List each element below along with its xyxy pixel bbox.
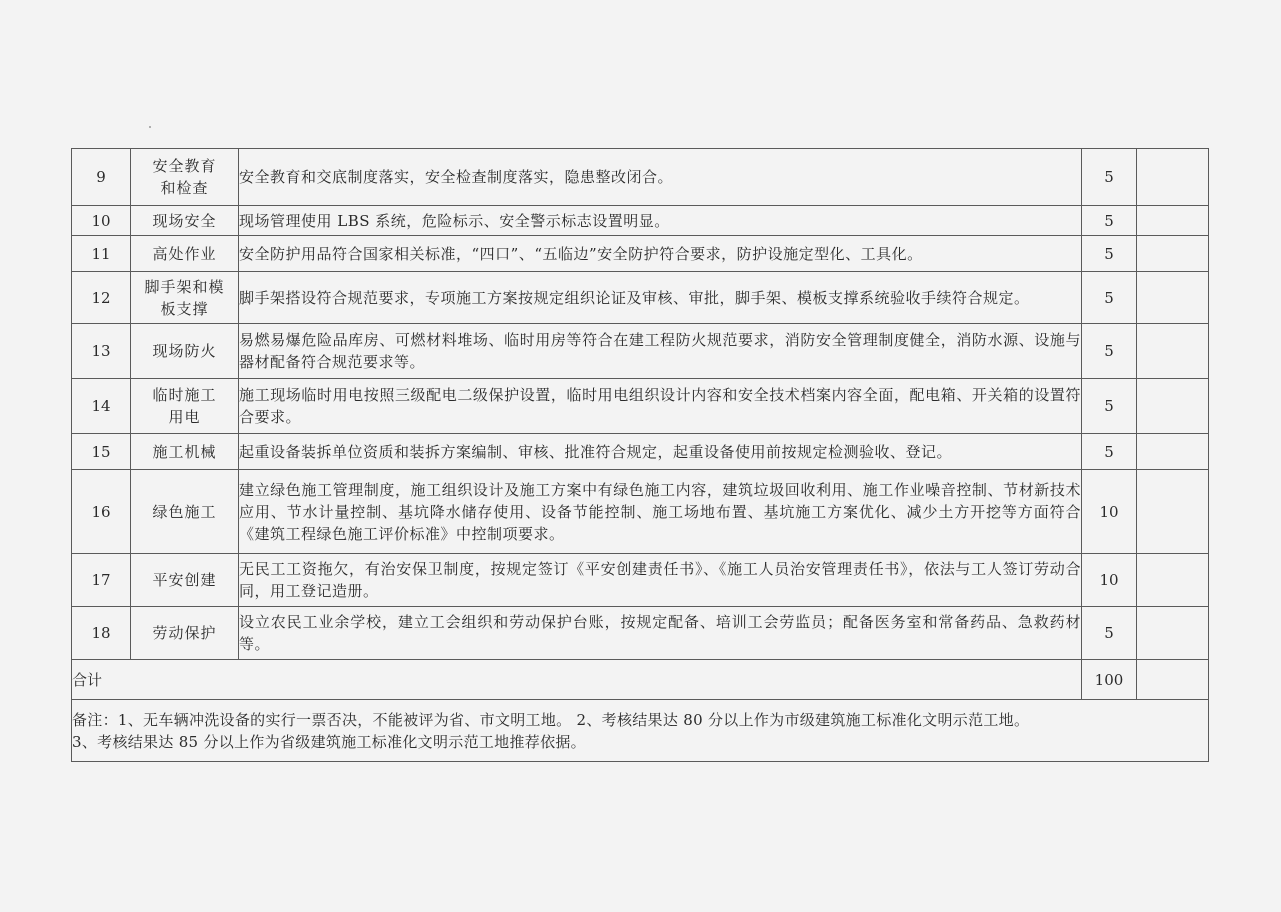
actual-score-cell: [1137, 236, 1209, 272]
item-name: 施工机械: [131, 434, 239, 470]
actual-score-cell: [1137, 324, 1209, 379]
row-number: 17: [72, 554, 131, 607]
item-score: 5: [1082, 149, 1137, 206]
row-number: 11: [72, 236, 131, 272]
table-row: [72, 236, 1209, 272]
item-score: 10: [1082, 470, 1137, 554]
note-row: [72, 700, 1209, 762]
item-name: 绿色施工: [131, 470, 239, 554]
item-requirement: 安全防护用品符合国家相关标准，“四口”、“五临边”安全防护符合要求，防护设施定型化、工具化。: [239, 236, 1082, 272]
item-requirement: 起重设备装拆单位资质和装拆方案编制、审核、批准符合规定，起重设备使用前按规定检测验收、登记。: [239, 434, 1082, 470]
table-row: [72, 607, 1209, 660]
table-row: [72, 324, 1209, 379]
actual-score-cell: [1137, 434, 1209, 470]
row-number: 12: [72, 272, 131, 324]
item-score: 5: [1082, 379, 1137, 434]
remarks-line-2: 3、考核结果达 85 分以上作为省级建筑施工标准化文明示范工地推荐依据。: [72, 732, 586, 751]
item-name: 安全教育 和检查: [131, 149, 239, 206]
item-requirement: 施工现场临时用电按照三级配电二级保护设置，临时用电组织设计内容和安全技术档案内容全面，配电箱、开关箱的设置符合要求。: [239, 379, 1082, 434]
actual-score-cell: [1137, 554, 1209, 607]
item-name: 高处作业: [131, 236, 239, 272]
item-name: 平安创建: [131, 554, 239, 607]
item-score: 5: [1082, 434, 1137, 470]
remarks: [72, 700, 1209, 762]
actual-score-cell: [1137, 379, 1209, 434]
item-name: 脚手架和模 板支撑: [131, 272, 239, 324]
row-number: 16: [72, 470, 131, 554]
item-requirement: 脚手架搭设符合规范要求，专项施工方案按规定组织论证及审核、审批，脚手架、模板支撑系统验收手续符合规定。: [239, 272, 1082, 324]
row-number: 13: [72, 324, 131, 379]
actual-score-cell: [1137, 470, 1209, 554]
actual-score-cell: [1137, 272, 1209, 324]
item-requirement: 现场管理使用 LBS 系统，危险标示、安全警示标志设置明显。: [239, 206, 1082, 236]
row-number: 15: [72, 434, 131, 470]
item-requirement: 无民工工资拖欠，有治安保卫制度，按规定签订《平安创建责任书》、《施工人员治安管理责任书》，依法与工人签订劳动合同，用工登记造册。: [239, 554, 1082, 607]
item-requirement: 安全教育和交底制度落实，安全检查制度落实，隐患整改闭合。: [239, 149, 1082, 206]
item-score: 5: [1082, 272, 1137, 324]
actual-score-cell: [1137, 206, 1209, 236]
total-actual-cell: [1137, 660, 1209, 700]
item-score: 5: [1082, 607, 1137, 660]
item-requirement: 建立绿色施工管理制度，施工组织设计及施工方案中有绿色施工内容，建筑垃圾回收利用、施工作业噪音控制、节材新技术应用、节水计量控制、基坑降水储存使用、设备节能控制、施工场地布置、基坑施工方案优化、减少土方开挖等方面符合《建筑工程绿色施工评价标准》中控制项要求。: [239, 470, 1082, 554]
table-row: [72, 554, 1209, 607]
table-row: [72, 206, 1209, 236]
item-requirement: 设立农民工业余学校，建立工会组织和劳动保护台账，按规定配备、培训工会劳监员；配备医务室和常备药品、急救药材等。: [239, 607, 1082, 660]
table-row: [72, 272, 1209, 324]
table-row: [72, 149, 1209, 206]
total-label: 合计: [72, 660, 1082, 700]
item-score: 10: [1082, 554, 1137, 607]
scan-speck: [149, 126, 151, 128]
actual-score-cell: [1137, 607, 1209, 660]
item-name: 现场防火: [131, 324, 239, 379]
item-name: 临时施工 用电: [131, 379, 239, 434]
assessment-table: [71, 148, 1209, 762]
table-row: [72, 470, 1209, 554]
item-name: 劳动保护: [131, 607, 239, 660]
row-number: 14: [72, 379, 131, 434]
row-number: 9: [72, 149, 131, 206]
item-score: 5: [1082, 236, 1137, 272]
table-row: [72, 434, 1209, 470]
item-score: 5: [1082, 206, 1137, 236]
row-number: 10: [72, 206, 131, 236]
item-score: 5: [1082, 324, 1137, 379]
total-row: [72, 660, 1209, 700]
remarks-line-1: 备注：1、无车辆冲洗设备的实行一票否决，不能被评为省、市文明工地。 2、考核结果达 80 分以上作为市级建筑施工标准化文明示范工地。: [72, 710, 1030, 729]
item-name: 现场安全: [131, 206, 239, 236]
row-number: 18: [72, 607, 131, 660]
total-score: 100: [1082, 660, 1137, 700]
item-requirement: 易燃易爆危险品库房、可燃材料堆场、临时用房等符合在建工程防火规范要求，消防安全管理制度健全，消防水源、设施与器材配备符合规范要求等。: [239, 324, 1082, 379]
table-row: [72, 379, 1209, 434]
actual-score-cell: [1137, 149, 1209, 206]
